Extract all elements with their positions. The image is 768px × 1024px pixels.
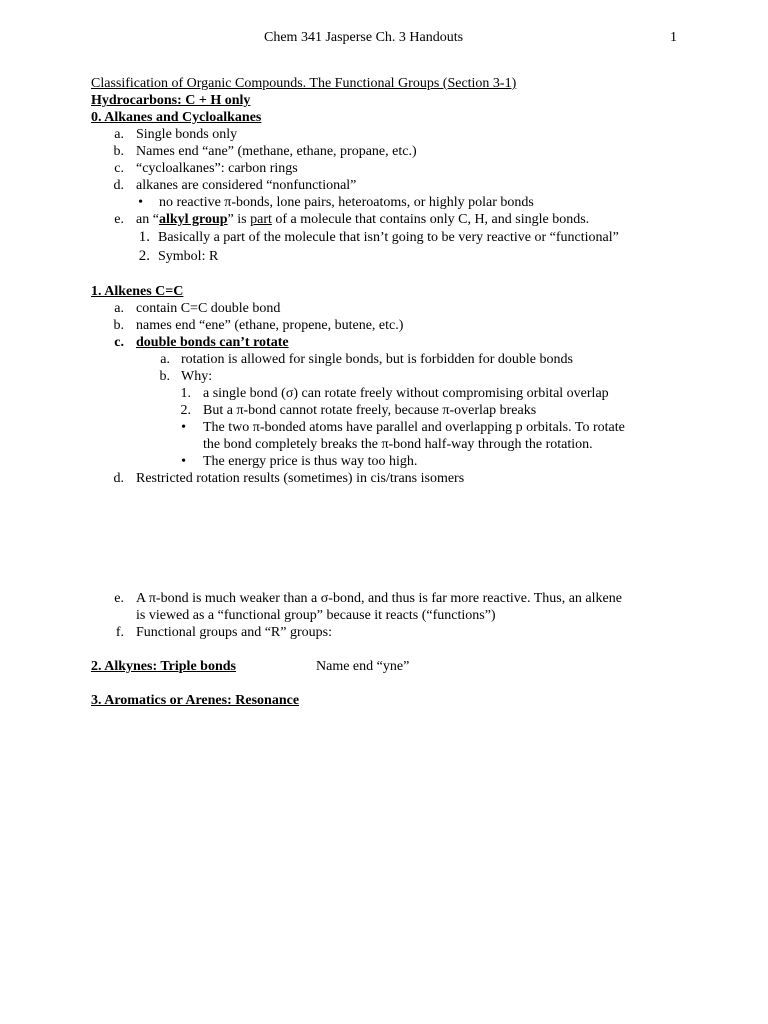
list-marker: a. (160, 352, 170, 367)
list-text: “cycloalkanes”: carbon rings (136, 161, 298, 176)
list-text: The two π-bonded atoms have parallel and overlapping p orbitals. To rotate (203, 420, 625, 435)
list-text: Symbol: R (158, 249, 219, 264)
list-marker: 1. (180, 386, 191, 401)
section-2-heading-line (91, 658, 711, 675)
list-text: double bonds can’t rotate (136, 335, 289, 350)
bullet-marker: • (138, 195, 143, 210)
list-text: no reactive π-bonds, lone pairs, heteroatoms, or highly polar bonds (159, 195, 534, 210)
list-item (91, 368, 711, 385)
indent (91, 436, 186, 453)
document-title: Chem 341 Jasperse Ch. 3 Handouts (264, 30, 464, 45)
list-marker: a. (114, 301, 124, 316)
list-marker: d. (113, 178, 124, 193)
list-item (91, 351, 711, 368)
list-text: the bond completely breaks the π-bond half-way through the rotation. (203, 437, 593, 452)
list-text: Names end “ane” (methane, ethane, propane, etc.) (136, 144, 417, 159)
list-text (136, 211, 589, 228)
section-1-heading: 1. Alkenes C=C (91, 284, 184, 299)
hydrocarbons-heading: Hydrocarbons: C + H only (91, 93, 251, 108)
section-2-note: Name end “yne” (316, 659, 410, 674)
list-text: Restricted rotation results (sometimes) in cis/trans isomers (136, 471, 465, 486)
list-text: rotation is allowed for single bonds, but is forbidden for double bonds (181, 352, 573, 367)
list-item (91, 300, 711, 317)
section-0-heading: 0. Alkanes and Cycloalkanes (91, 110, 262, 125)
text-run: of a molecule that contains only C, H, and single bonds. (271, 212, 590, 227)
list-item (91, 126, 711, 143)
section-3-heading-line (91, 692, 711, 709)
bullet-marker: • (181, 420, 186, 435)
hydrocarbons-line (91, 92, 711, 109)
list-marker: f. (115, 625, 124, 640)
list-marker: d. (113, 471, 124, 486)
part-term: part (250, 212, 272, 227)
text-run: ” is (227, 212, 251, 227)
section-0-heading-line (91, 109, 711, 126)
list-text: a single bond (σ) can rotate freely without compromising orbital overlap (203, 386, 609, 401)
list-marker: e. (114, 212, 124, 227)
list-item (91, 470, 711, 487)
indent (91, 607, 124, 624)
list-text: Why: (181, 369, 213, 384)
bullet-marker: • (181, 454, 186, 469)
list-marker: c. (114, 161, 124, 176)
list-text: But a π-bond cannot rotate freely, because π-overlap breaks (203, 403, 537, 418)
list-text: alkanes are considered “nonfunctional” (136, 178, 357, 193)
list-item (91, 160, 711, 177)
list-marker: a. (114, 127, 124, 142)
list-marker: b. (113, 144, 124, 159)
list-item (91, 177, 711, 194)
list-text: Basically a part of the molecule that isn’t going to be very reactive or “functional” (158, 230, 619, 245)
list-item (91, 402, 711, 419)
alkyl-group-term: alkyl group (158, 212, 228, 227)
list-marker: 1. (138, 229, 150, 245)
list-item (91, 317, 711, 334)
list-marker: c. (114, 335, 124, 350)
list-text: names end “ene” (ethane, propene, butene, etc.) (136, 318, 404, 333)
document-body (91, 75, 711, 709)
list-marker: 2. (138, 248, 150, 264)
list-text: A π-bond is much weaker than a σ-bond, and thus is far more reactive. Thus, an alkene (136, 591, 622, 606)
list-item (91, 211, 711, 228)
list-item (91, 419, 711, 436)
spacer (91, 675, 711, 692)
section-1-heading-line (91, 283, 711, 300)
list-marker: 2. (180, 403, 191, 418)
list-text: The energy price is thus way too high. (203, 454, 418, 469)
spacer (91, 266, 711, 283)
list-item (91, 334, 711, 351)
list-marker: b. (159, 369, 170, 384)
page-number: 1 (670, 30, 677, 45)
spacer (91, 641, 711, 658)
list-item (91, 624, 711, 641)
list-text: Functional groups and “R” groups: (136, 625, 332, 640)
blank-space (91, 487, 711, 590)
list-item (91, 453, 711, 470)
list-item-continuation (91, 607, 711, 624)
list-text: is viewed as a “functional group” because it reacts (“functions”) (136, 608, 496, 623)
text-run: an “ (136, 212, 159, 227)
list-text: contain C=C double bond (136, 301, 281, 316)
intro-heading: Classification of Organic Compounds. The Functional Groups (Section 3-1) (91, 76, 517, 91)
list-item (91, 247, 711, 266)
page-header (0, 29, 768, 46)
list-item (91, 590, 711, 607)
list-item (91, 385, 711, 402)
list-text: Single bonds only (136, 127, 238, 142)
list-item (91, 228, 711, 247)
list-item-continuation (91, 436, 711, 453)
list-item (91, 194, 711, 211)
list-marker: e. (114, 591, 124, 606)
section-3-heading: 3. Aromatics or Arenes: Resonance (91, 693, 300, 708)
list-item (91, 143, 711, 160)
section-2-heading: 2. Alkynes: Triple bonds (91, 659, 236, 674)
intro-line (91, 75, 711, 92)
list-marker: b. (113, 318, 124, 333)
